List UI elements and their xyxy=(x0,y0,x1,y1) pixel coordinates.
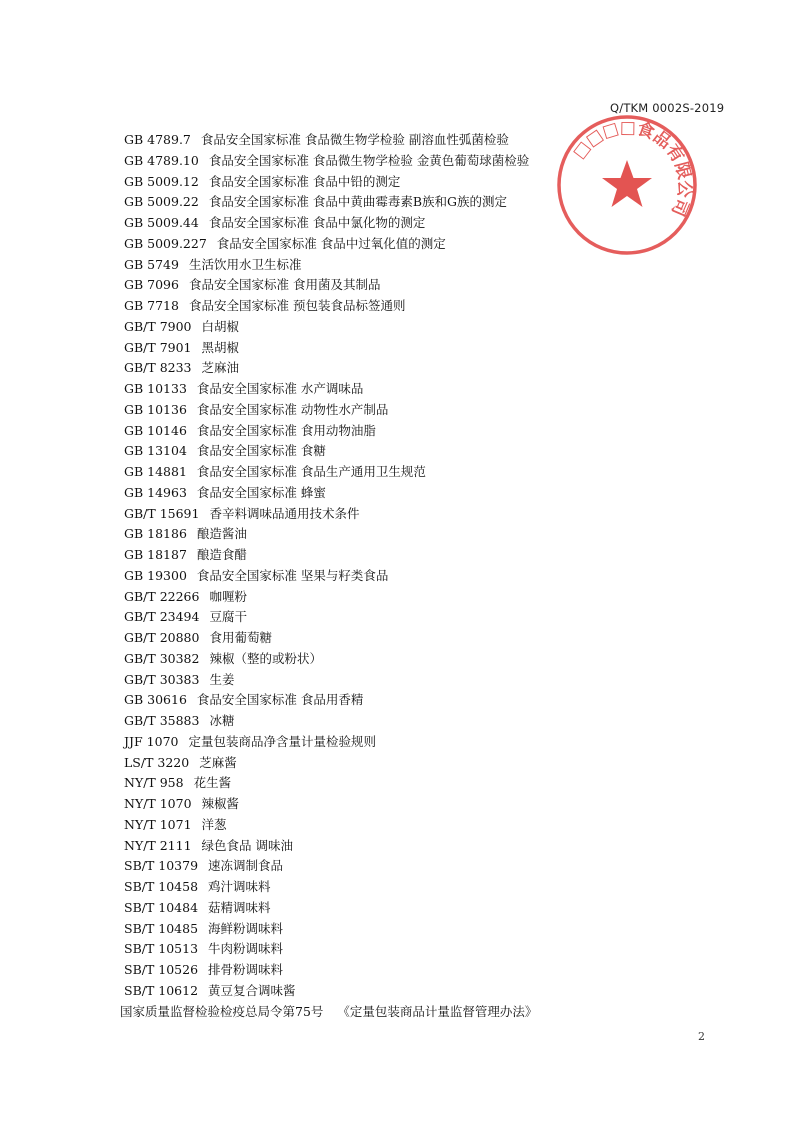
reference-code: GB/T 7900 xyxy=(124,318,192,334)
reference-code: GB/T 8233 xyxy=(124,360,192,376)
reference-code: GB 10136 xyxy=(124,401,187,417)
reference-code: SB/T 10458 xyxy=(124,879,199,894)
reference-code: GB 10146 xyxy=(124,422,187,438)
reference-title: 食品安全国家标准 食品中过氧化值的测定 xyxy=(216,235,446,251)
reference-item xyxy=(124,441,724,462)
reference-item xyxy=(124,421,724,442)
reference-title: 食品安全国家标准 食品微生物学检验 金黄色葡萄球菌检验 xyxy=(208,152,530,168)
reference-item xyxy=(124,400,724,421)
reference-item xyxy=(124,130,724,151)
reference-item xyxy=(124,524,724,545)
normative-reference-list xyxy=(120,130,724,1022)
regulation-line xyxy=(120,1002,724,1023)
reference-title: 酿造酱油 xyxy=(196,526,247,542)
reference-title: 豆腐干 xyxy=(209,609,247,625)
reference-code: GB 7096 xyxy=(124,277,179,293)
reference-code: GB 5749 xyxy=(124,256,179,272)
page-number: 2 xyxy=(698,1030,705,1043)
reference-title: 海鲜粉调味料 xyxy=(208,920,284,936)
reference-title: 食品安全国家标准 食品中氯化物的测定 xyxy=(208,215,426,230)
reference-item xyxy=(124,732,724,753)
reference-item xyxy=(124,690,724,711)
reference-item xyxy=(124,856,724,877)
reference-code: LS/T 3220 xyxy=(124,754,190,770)
reference-item xyxy=(124,877,724,898)
reference-title: 食品安全国家标准 食品用香精 xyxy=(196,692,364,708)
reference-title: 黄豆复合调味酱 xyxy=(208,982,296,998)
reference-title: 芝麻油 xyxy=(201,360,240,376)
reference-title: 生姜 xyxy=(209,671,235,687)
reference-code: SB/T 10484 xyxy=(124,899,199,915)
reference-title: 酿造食醋 xyxy=(196,547,247,562)
reference-item xyxy=(124,234,724,255)
reference-item xyxy=(124,192,724,213)
reference-item xyxy=(124,836,724,857)
reference-title: 菇精调味料 xyxy=(208,899,271,915)
reference-title: 食品安全国家标准 食品生产通用卫生规范 xyxy=(196,464,426,479)
reference-item xyxy=(124,504,724,525)
reference-code: GB/T 35883 xyxy=(124,713,200,728)
reference-code: GB 5009.12 xyxy=(124,173,199,189)
reference-title: 香辛料调味品通用技术条件 xyxy=(209,505,360,521)
reference-item xyxy=(124,545,724,566)
reference-item xyxy=(124,338,724,359)
reference-code: GB 4789.7 xyxy=(124,132,191,147)
reference-title: 生活饮用水卫生标准 xyxy=(188,256,302,272)
reference-title: 黑胡椒 xyxy=(201,339,240,355)
reference-item xyxy=(124,919,724,940)
reference-item xyxy=(124,275,724,296)
reference-code: GB 30616 xyxy=(124,692,187,708)
reference-code: GB 7718 xyxy=(124,298,179,313)
reference-title: 速冻调制食品 xyxy=(208,858,284,874)
reference-title: 鸡汁调味料 xyxy=(208,879,271,894)
reference-item xyxy=(124,898,724,919)
reference-code: GB 5009.44 xyxy=(124,215,199,230)
reference-title: 定量包装商品净含量计量检验规则 xyxy=(188,733,376,749)
reference-item xyxy=(124,711,724,732)
reference-title: 辣椒酱 xyxy=(201,796,240,811)
reference-item xyxy=(124,794,724,815)
reference-code: SB/T 10513 xyxy=(124,941,199,957)
reference-code: GB 18186 xyxy=(124,526,187,542)
reference-item xyxy=(124,628,724,649)
regulation-title: 《定量包装商品计量监督管理办法》 xyxy=(337,1003,538,1019)
reference-item xyxy=(124,815,724,836)
seal-text: □□□□食品有限公司 xyxy=(569,117,695,219)
reference-code: GB/T 15691 xyxy=(124,505,200,521)
reference-title: 食品安全国家标准 动物性水产制品 xyxy=(196,401,389,417)
reference-title: 洋葱 xyxy=(201,816,227,832)
reference-item xyxy=(124,462,724,483)
reference-item xyxy=(124,358,724,379)
reference-title: 辣椒（整的或粉状） xyxy=(209,650,322,666)
reference-code: GB/T 22266 xyxy=(124,588,200,604)
reference-title: 食品安全国家标准 蜂蜜 xyxy=(196,484,326,500)
reference-code: NY/T 1070 xyxy=(124,796,192,811)
reference-item xyxy=(124,649,724,670)
reference-code: NY/T 958 xyxy=(124,775,184,791)
reference-item xyxy=(124,607,724,628)
reference-item xyxy=(124,939,724,960)
reference-title: 食品安全国家标准 坚果与籽类食品 xyxy=(196,567,389,583)
reference-item xyxy=(124,213,724,234)
reference-code: GB 19300 xyxy=(124,567,187,583)
reference-code: GB 18187 xyxy=(124,547,187,562)
reference-code: NY/T 2111 xyxy=(124,837,192,853)
reference-title: 绿色食品 调味油 xyxy=(201,837,294,853)
reference-code: GB/T 30382 xyxy=(124,650,200,666)
reference-code: GB/T 20880 xyxy=(124,630,200,645)
reference-item xyxy=(124,587,724,608)
reference-code: SB/T 10379 xyxy=(124,858,199,874)
reference-code: SB/T 10485 xyxy=(124,920,199,936)
reference-title: 白胡椒 xyxy=(201,318,240,334)
reference-title: 食品安全国家标准 食用动物油脂 xyxy=(196,422,376,438)
reference-item xyxy=(124,379,724,400)
reference-title: 食品安全国家标准 水产调味品 xyxy=(196,381,364,396)
reference-code: GB/T 23494 xyxy=(124,609,200,625)
reference-title: 食品安全国家标准 食品微生物学检验 副溶血性弧菌检验 xyxy=(200,132,509,147)
reference-item xyxy=(124,296,724,317)
reference-title: 食品安全国家标准 食用菌及其制品 xyxy=(188,277,381,293)
reference-code: GB 4789.10 xyxy=(124,152,199,168)
reference-title: 食用葡萄糖 xyxy=(209,630,272,645)
reference-code: JJF 1070 xyxy=(124,733,179,749)
reference-code: NY/T 1071 xyxy=(124,816,192,832)
reference-title: 排骨粉调味料 xyxy=(208,962,284,977)
doc-code: Q/TKM 0002S-2019 xyxy=(610,101,725,115)
reference-title: 冰糖 xyxy=(209,713,235,728)
reference-code: GB 14881 xyxy=(124,464,187,479)
reference-title: 牛肉粉调味料 xyxy=(208,941,284,957)
reference-item xyxy=(124,255,724,276)
reference-item xyxy=(124,773,724,794)
reference-item xyxy=(124,483,724,504)
reference-code: GB 10133 xyxy=(124,381,187,396)
reference-item xyxy=(124,317,724,338)
reference-item xyxy=(124,753,724,774)
reference-item xyxy=(124,172,724,193)
reference-code: GB/T 30383 xyxy=(124,671,200,687)
reference-title: 食品安全国家标准 食品中铅的测定 xyxy=(208,173,401,189)
reference-title: 芝麻酱 xyxy=(199,754,237,770)
reference-title: 咖喱粉 xyxy=(209,588,247,604)
regulation-issuer: 国家质量监督检验检疫总局令第75号 xyxy=(120,1003,324,1019)
reference-item xyxy=(124,151,724,172)
reference-title: 食品安全国家标准 食品中黄曲霉毒素B族和G族的测定 xyxy=(208,194,507,210)
reference-title: 花生酱 xyxy=(193,775,232,791)
reference-title: 食品安全国家标准 预包装食品标签通则 xyxy=(188,298,406,313)
reference-code: GB 5009.22 xyxy=(124,194,199,210)
reference-code: GB 5009.227 xyxy=(124,235,207,251)
reference-item xyxy=(124,960,724,981)
reference-item xyxy=(124,670,724,691)
reference-code: GB 13104 xyxy=(124,443,187,459)
reference-code: SB/T 10526 xyxy=(124,962,199,977)
reference-item xyxy=(124,566,724,587)
reference-code: SB/T 10612 xyxy=(124,982,199,998)
reference-code: GB/T 7901 xyxy=(124,339,192,355)
reference-title: 食品安全国家标准 食糖 xyxy=(196,443,326,459)
reference-code: GB 14963 xyxy=(124,484,187,500)
reference-item xyxy=(124,981,724,1002)
